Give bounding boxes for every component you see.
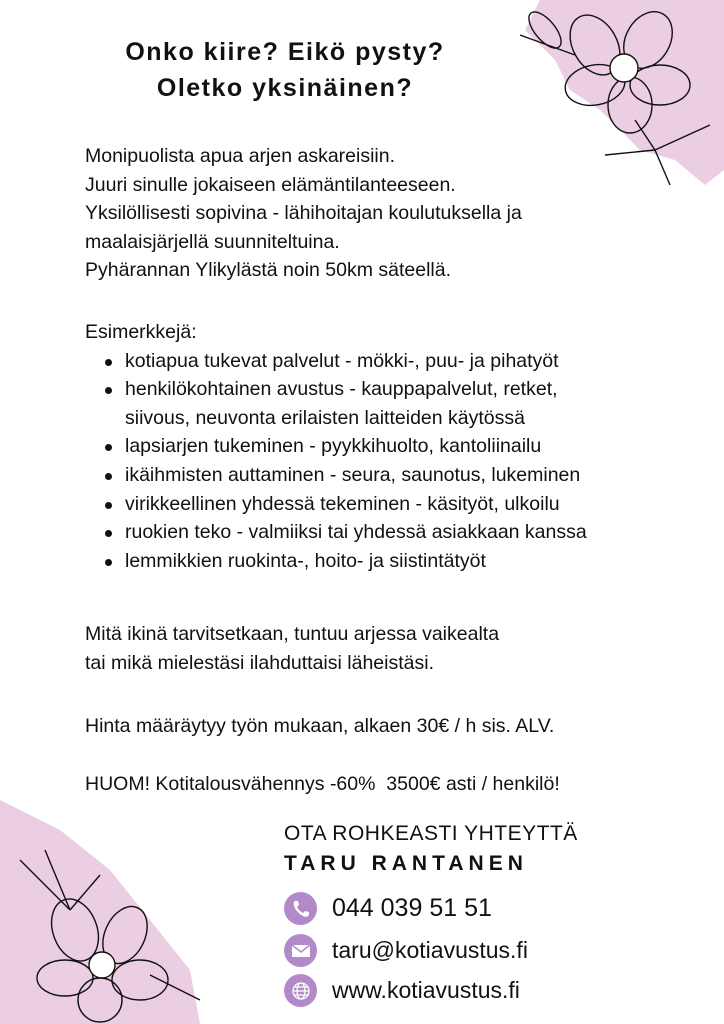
closing-line: Mitä ikinä tarvitsetkaan, tuntuu arjessa vaikealta (85, 623, 500, 645)
intro-line: Monipuolista apua arjen askareisiin. (85, 145, 396, 167)
flower-decoration-bottom (0, 800, 210, 1024)
email-row (284, 934, 528, 967)
list-item: lapsiarjen tukeminen - pyykkihuolto, kantoliinailu (85, 432, 587, 461)
intro-line: Juuri sinulle jokaiseen elämäntilanteeseen. (85, 173, 456, 196)
list-item: henkilökohtainen avustus - kauppapalvelut, retket, (85, 375, 587, 404)
list-item: lemmikkien ruokinta-, hoito- ja siistintätyöt (85, 547, 587, 576)
list-item: virikkeellinen yhdessä tekeminen - käsityöt, ulkoilu (85, 490, 587, 519)
email-link[interactable]: taru@kotiavustus.fi (332, 937, 528, 963)
headline-line-1: Onko kiire? Eikö pysty? (125, 38, 445, 66)
price: Hinta määräytyy työn mukaan, alkaen 30€ / h sis. ALV. (85, 715, 555, 737)
intro (85, 142, 522, 285)
closing (85, 620, 499, 677)
examples (85, 318, 587, 575)
contact-cta: OTA ROHKEASTI YHTEYTTÄ (284, 822, 578, 845)
phone-number[interactable]: 044 039 51 51 (332, 894, 492, 922)
phone-row (284, 892, 492, 925)
web-row (284, 974, 520, 1007)
phone-icon (284, 892, 317, 925)
website-link[interactable]: www.kotiavustus.fi (332, 977, 520, 1003)
contact-name: TARU RANTANEN (284, 852, 528, 875)
intro-line: Yksilöllisesti sopivina - lähihoitajan koulutuksella ja (85, 202, 522, 225)
intro-line: Pyhärannan Ylikylästä noin 50km säteellä. (85, 259, 452, 282)
examples-list (85, 347, 587, 576)
list-item: ruokien teko - valmiiksi tai yhdessä asiakkaan kanssa (85, 518, 587, 547)
list-item: kotiapua tukevat palvelut - mökki-, puu- ja pihatyöt (85, 347, 587, 376)
examples-heading: Esimerkkejä: (85, 321, 197, 343)
tax-note: HUOM! Kotitalousvähennys -60% 3500€ asti / henkilö! (85, 773, 560, 795)
intro-line: maalaisjärjellä suunniteltuina. (85, 230, 340, 253)
closing-line: tai mikä mielestäsi ilahduttaisi läheistäsi. (85, 651, 434, 674)
headline-line-2: Oletko yksinäinen? (156, 74, 414, 102)
list-item-continuation: siivous, neuvonta erilaisten laitteiden käytössä (125, 406, 525, 429)
globe-icon (284, 974, 317, 1007)
mail-icon (284, 934, 317, 967)
list-item: ikäihmisten auttaminen - seura, saunotus, lukeminen (85, 461, 587, 490)
headline (0, 34, 570, 106)
